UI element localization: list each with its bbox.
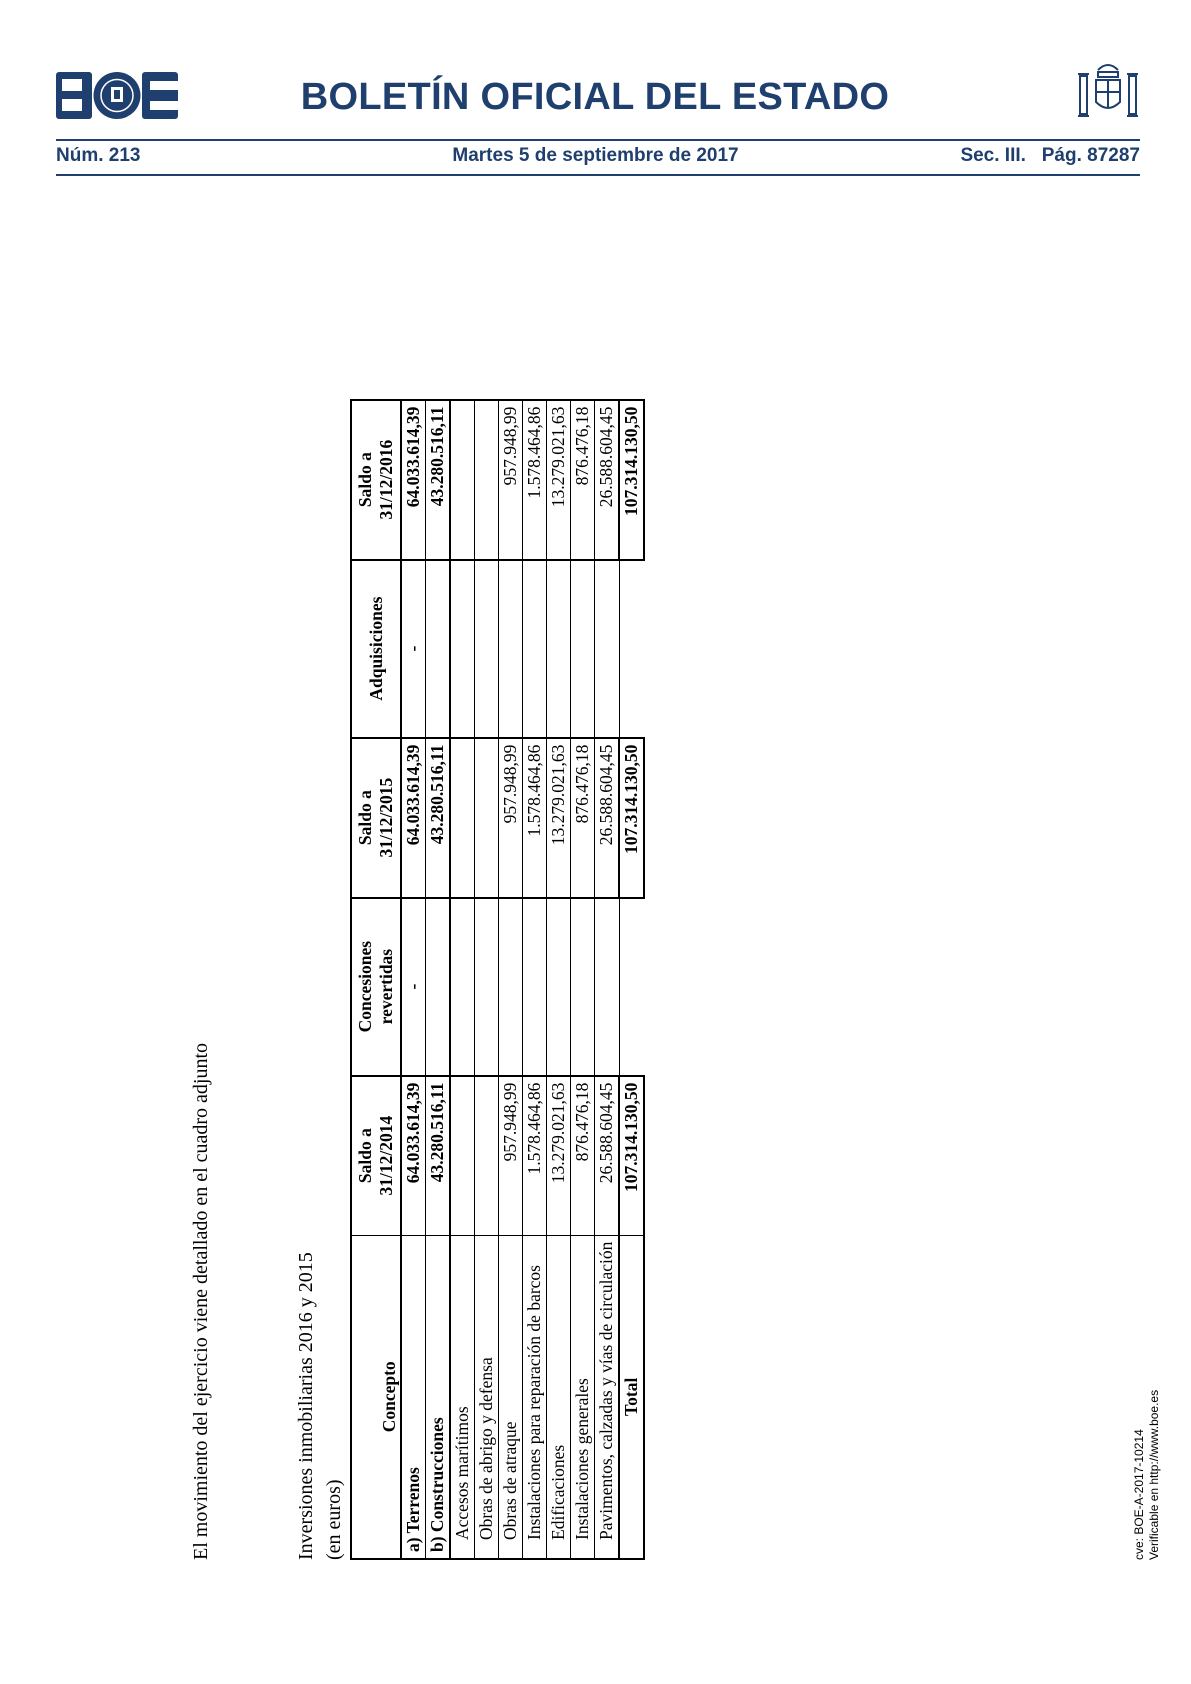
row-saldo-2016: 957.948,99 bbox=[499, 400, 523, 560]
coat-of-arms-icon bbox=[1076, 60, 1140, 126]
row-saldo-2015: 1.578.464,86 bbox=[523, 738, 547, 898]
row-saldo-2016: 876.476,18 bbox=[571, 400, 595, 560]
row-saldo-2015 bbox=[450, 738, 475, 898]
row-adquisiciones bbox=[450, 560, 475, 738]
row-saldo-2016: 13.279.021,63 bbox=[547, 400, 571, 560]
row-saldo-2016: 43.280.516,11 bbox=[426, 400, 451, 560]
row-concept: Pavimentos, calzadas y vías de circulación bbox=[595, 1235, 620, 1559]
row-adquisiciones bbox=[619, 560, 644, 738]
row-saldo-2016: 64.033.614,39 bbox=[401, 400, 426, 560]
row-adquisiciones bbox=[426, 560, 451, 738]
table-row-terrenos bbox=[401, 400, 426, 1559]
table-row bbox=[523, 400, 547, 1559]
row-saldo-2016: 1.578.464,86 bbox=[523, 400, 547, 560]
row-concesiones bbox=[450, 898, 475, 1076]
row-saldo-2015: 64.033.614,39 bbox=[401, 738, 426, 898]
row-saldo-2015: 876.476,18 bbox=[571, 738, 595, 898]
header-concesiones: Concesiones revertidas bbox=[351, 898, 401, 1076]
row-concept: Obras de abrigo y defensa bbox=[475, 1235, 499, 1559]
row-saldo-2016: 26.588.604,45 bbox=[595, 400, 620, 560]
boe-logo bbox=[56, 72, 178, 119]
issue-number: Núm. 213 bbox=[56, 145, 141, 166]
row-saldo-2015: 26.588.604,45 bbox=[595, 738, 620, 898]
row-concept: Instalaciones generales bbox=[571, 1235, 595, 1559]
row-saldo-2014 bbox=[475, 1076, 499, 1236]
table-row bbox=[595, 400, 620, 1559]
row-saldo-2014 bbox=[450, 1076, 475, 1236]
header-rule-bottom bbox=[56, 174, 1140, 176]
row-saldo-2014: 26.588.604,45 bbox=[595, 1076, 620, 1236]
table-row-total bbox=[619, 400, 644, 1559]
header-concepto: Concepto bbox=[351, 1235, 401, 1559]
row-adquisiciones bbox=[475, 560, 499, 738]
row-saldo-2014: 64.033.614,39 bbox=[401, 1076, 426, 1236]
investments-table bbox=[350, 399, 645, 1560]
row-concept: a) Terrenos bbox=[401, 1235, 426, 1559]
table-row bbox=[571, 400, 595, 1559]
row-concesiones: - bbox=[401, 898, 426, 1076]
cve-code: cve: BOE-A-2017-10214 bbox=[1132, 1429, 1146, 1560]
row-saldo-2015: 43.280.516,11 bbox=[426, 738, 451, 898]
header-rule-top bbox=[56, 139, 1140, 141]
table-row bbox=[547, 400, 571, 1559]
row-adquisiciones bbox=[547, 560, 571, 738]
header-saldo-2015: Saldo a 31/12/2015 bbox=[351, 738, 401, 898]
table-header-row bbox=[351, 400, 401, 1559]
row-concesiones bbox=[595, 898, 620, 1076]
row-saldo-2015 bbox=[475, 738, 499, 898]
header-saldo-2016: Saldo a 31/12/2016 bbox=[351, 400, 401, 560]
row-saldo-2014: 1.578.464,86 bbox=[523, 1076, 547, 1236]
issue-date: Martes 5 de septiembre de 2017 bbox=[452, 145, 739, 166]
header-saldo-2014: Saldo a 31/12/2014 bbox=[351, 1076, 401, 1236]
table-caption bbox=[292, 1252, 348, 1560]
row-saldo-2015: 957.948,99 bbox=[499, 738, 523, 898]
table-row-construcciones bbox=[426, 400, 451, 1559]
row-saldo-2016 bbox=[450, 400, 475, 560]
row-saldo-2014: 13.279.021,63 bbox=[547, 1076, 571, 1236]
row-concept: b) Construcciones bbox=[426, 1235, 451, 1559]
row-saldo-2014: 957.948,99 bbox=[499, 1076, 523, 1236]
table-row bbox=[450, 400, 475, 1559]
verify-link[interactable]: Verificable en http://www.boe.es bbox=[1147, 1389, 1161, 1560]
intro-paragraph: El movimiento del ejercicio viene detallado en el cuadro adjunto bbox=[190, 1042, 212, 1560]
row-concesiones bbox=[571, 898, 595, 1076]
row-concesiones bbox=[426, 898, 451, 1076]
row-adquisiciones bbox=[499, 560, 523, 738]
row-adquisiciones: - bbox=[401, 560, 426, 738]
row-saldo-2014: 107.314.130,50 bbox=[619, 1076, 644, 1236]
row-saldo-2016 bbox=[475, 400, 499, 560]
row-saldo-2016: 107.314.130,50 bbox=[619, 400, 644, 560]
row-concept: Obras de atraque bbox=[499, 1235, 523, 1559]
row-saldo-2015: 107.314.130,50 bbox=[619, 738, 644, 898]
row-concesiones bbox=[523, 898, 547, 1076]
row-saldo-2014: 43.280.516,11 bbox=[426, 1076, 451, 1236]
row-concept: Accesos marítimos bbox=[450, 1235, 475, 1559]
rotated-content bbox=[170, 210, 690, 1560]
row-adquisiciones bbox=[571, 560, 595, 738]
bulletin-title: BOLETÍN OFICIAL DEL ESTADO bbox=[300, 76, 890, 118]
row-concept: Instalaciones para reparación de barcos bbox=[523, 1235, 547, 1559]
row-saldo-2015: 13.279.021,63 bbox=[547, 738, 571, 898]
cve-footer bbox=[1132, 1390, 1162, 1560]
header-adquisiciones: Adquisiciones bbox=[351, 560, 401, 738]
row-concept: Edificaciones bbox=[547, 1235, 571, 1559]
section-page: Sec. III. Pág. 87287 bbox=[960, 145, 1140, 166]
caption-title: Inversiones inmobiliarias 2016 y 2015 bbox=[295, 1252, 317, 1560]
table-row bbox=[475, 400, 499, 1559]
row-adquisiciones bbox=[595, 560, 620, 738]
table-row bbox=[499, 400, 523, 1559]
row-concesiones bbox=[475, 898, 499, 1076]
row-concesiones bbox=[619, 898, 644, 1076]
row-concesiones bbox=[499, 898, 523, 1076]
row-saldo-2014: 876.476,18 bbox=[571, 1076, 595, 1236]
row-concept: Total bbox=[619, 1235, 644, 1559]
row-concesiones bbox=[547, 898, 571, 1076]
caption-units: (en euros) bbox=[323, 1479, 345, 1560]
row-adquisiciones bbox=[523, 560, 547, 738]
